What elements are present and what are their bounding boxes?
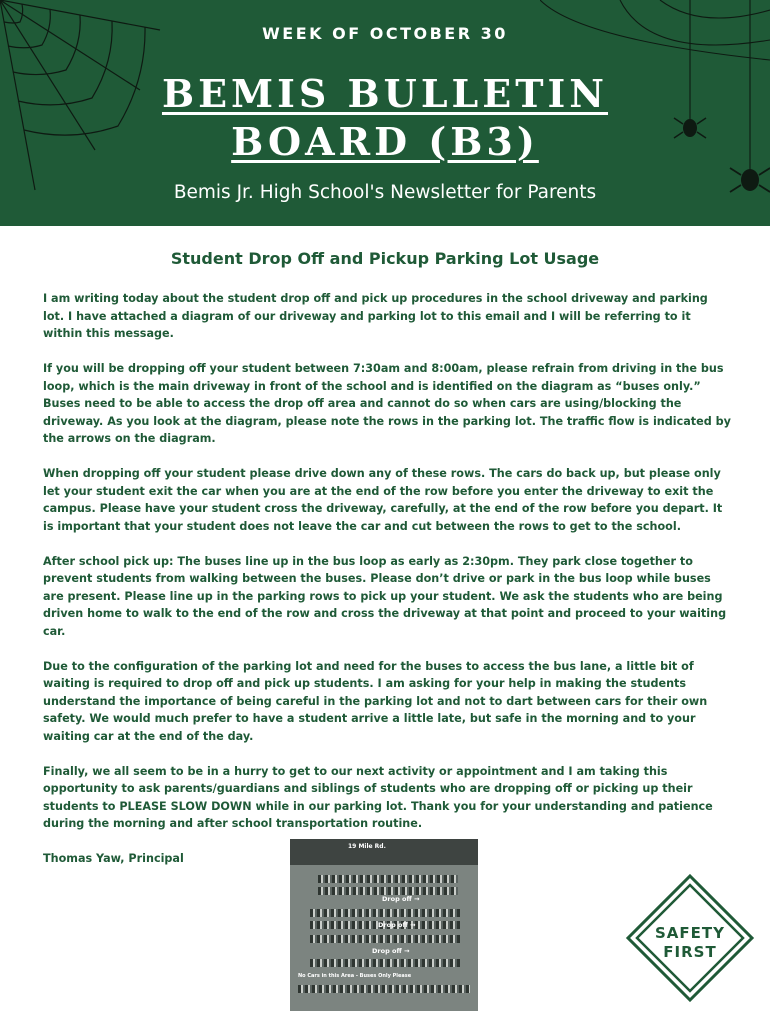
title-line-1: BEMIS BULLETIN [161, 71, 609, 116]
newsletter-header [0, 0, 770, 226]
lane-label: Drop off → [382, 895, 420, 903]
newsletter-title [0, 70, 770, 166]
article-title: Student Drop Off and Pickup Parking Lot Usage [170, 249, 600, 268]
week-label: WEEK OF OCTOBER 30 [262, 24, 508, 43]
parking-row [298, 985, 470, 993]
paragraph: Finally, we all seem to be in a hurry to get to our next activity or appointment and I am taking this opportunity to ask parents/guardians and siblings of students who are dropping off or picking up their students to PLEASE SLOW DOWN while in our parking lot. Thank you for your understanding and patience during the morning and after school transportation routine. [43, 764, 713, 830]
parking-row [310, 909, 460, 917]
badge-line-2: FIRST [663, 943, 717, 961]
paragraph: When dropping off your student please drive down any of these rows. The cars do back up, but please only let your student exit the car when you are at the end of the row before you enter the driveway to exit the campus. Please have your student cross the driveway, carefully, at the end of the row before you depart. It is important that your student does not leave the car and cut between the rows to get to the school. [43, 467, 723, 533]
parking-row [318, 875, 458, 883]
newsletter-subtitle: Bemis Jr. High School's Newsletter for Parents [173, 182, 597, 203]
safety-first-text [625, 924, 755, 962]
lane-label: Drop off → [372, 947, 410, 955]
parking-lot-diagram [290, 839, 478, 1011]
badge-line-1: SAFETY [655, 924, 725, 942]
parking-row [310, 935, 460, 943]
buses-only-label: No Cars in this Area - Buses Only Please [298, 973, 412, 979]
lane-label: Drop off → [378, 921, 416, 929]
paragraph: After school pick up: The buses line up in the bus loop as early as 2:30pm. They park close together to prevent students from walking between the buses. Please don’t drive or park in the bus loop while buses are present. Please line up in the parking rows to pick up your student. We ask the students who are being driven home to walk to the end of the row and cross the driveway at that point and proceed to your waiting car. [43, 554, 727, 638]
paragraph: Due to the configuration of the parking lot and need for the buses to access the bus lane, a little bit of waiting is required to drop off and pick up students. I am asking for your help in making the students understand the importance of being careful in the parking lot and not to dart between cars for their own safety. We would much prefer to have a student arrive a little late, but safe in the morning and to your waiting car at the end of the day. [43, 659, 708, 743]
paragraph: I am writing today about the student drop off and pick up procedures in the school driveway and parking lot. I have attached a diagram of our driveway and parking lot to this email and I will be referring to it within this message. [43, 292, 708, 340]
road-label: 19 Mile Rd. [348, 843, 386, 850]
parking-row [310, 959, 460, 967]
parking-row [318, 887, 458, 895]
paragraph: If you will be dropping off your student between 7:30am and 8:00am, please refrain from driving in the bus loop, which is the main driveway in front of the school and is identified on the diagram as “buses only.” Buses need to be able to access the drop off area and cannot do so when cars are using/blocking the driveway. As you look at the diagram, please note the rows in the parking lot. The traffic flow is indicated by the arrows on the diagram. [43, 362, 731, 445]
signature: Thomas Yaw, Principal [43, 852, 184, 865]
title-line-2: BOARD (B3) [231, 119, 539, 164]
article-body [43, 290, 731, 885]
